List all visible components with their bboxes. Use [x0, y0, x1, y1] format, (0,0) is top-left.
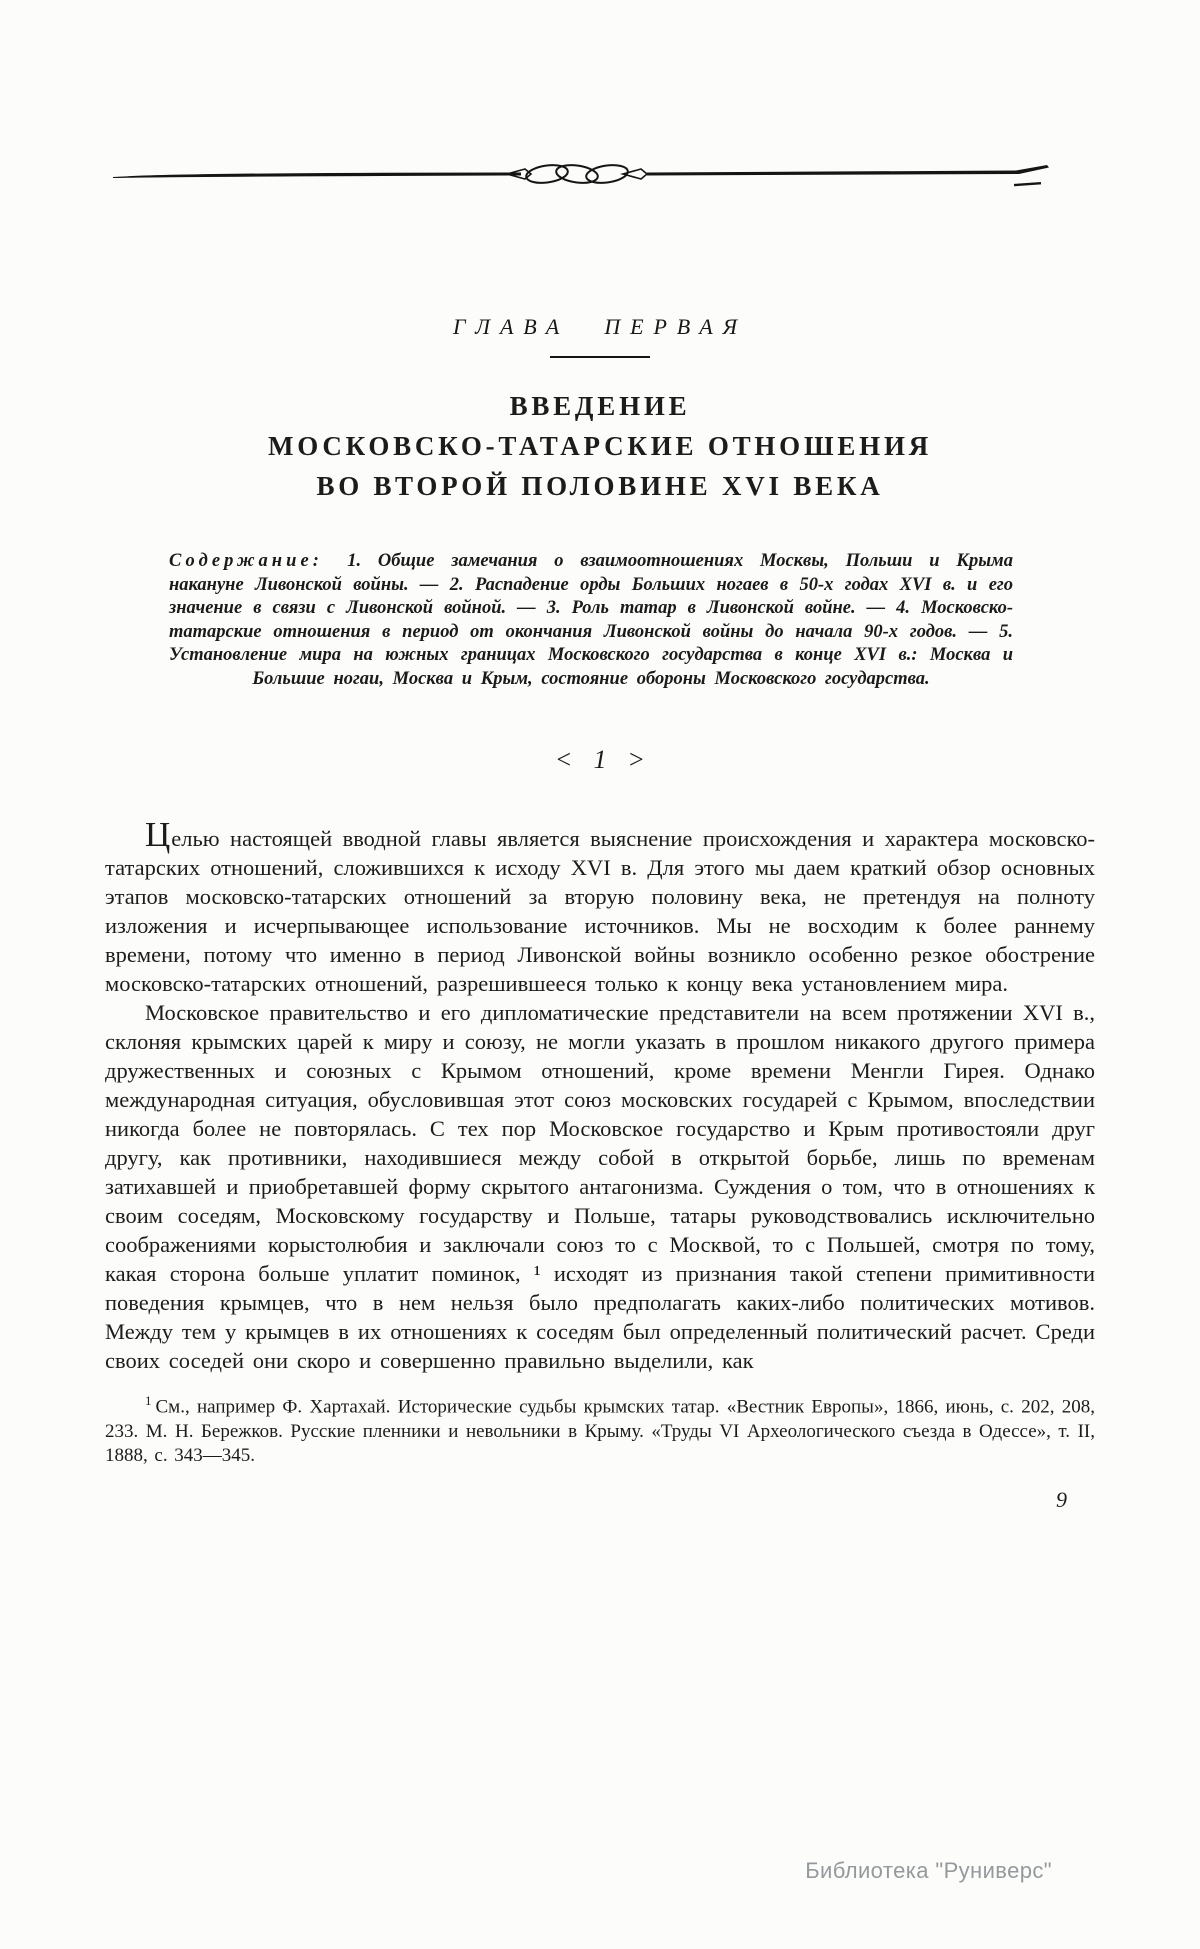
- initial-capital: Ц: [145, 815, 172, 854]
- chapter-title: [105, 386, 1095, 506]
- footnote-text: См., например Ф. Хартахай. Исторические судьбы крымских татар. «Вестник Европы», 1866, июнь, с. 202, 208, 233. М. Н. Бережков. Русские пленники и невольники в Крыму. «Труды VI Археологического съезда в Одессе», т. II, 1888, с. 343—345.: [105, 1396, 1095, 1467]
- header-ornament-rule: [111, 158, 1059, 190]
- chapter-divider-rule: [550, 356, 650, 358]
- right-angle-bracket: >: [629, 745, 644, 774]
- title-line-1: ВВЕДЕНИЕ: [509, 391, 691, 421]
- paragraph-1-text: елью настоящей вводной главы является выяснение происхождения и характера московско-татарских отношений, сложившихся к исходу XVI в. Для этого мы даем краткий обзор основных этапов московско-татарских отношений за вторую половину века, не претендуя на полноту изложения и исчерпывающее использование источников. Мы не восходим к более раннему времени, потому что именно в период Ливонской войны возникло особенно резкое обострение московско-татарских отношений, разрешившееся только к концу века установлением мира.: [105, 826, 1095, 996]
- paragraph-2: Московское правительство и его дипломатические представители на всем протяжении XVI в., склоняя крымских царей к миру и союзу, не могли указать в прошлом никакого другого примера дружественных и союзных с Крымом отношений, кроме времени Менгли Гирея. Однако международная ситуация, обусловившая этот союз московских государей с Крымом, впоследствии никогда более не повторялась. С тех пор Московское государство и Крым противостояли друг другу, как противники, находившиеся между собой в открытой борьбе, лишь по временам затихавшей и приобретавшей форму скрытого антагонизма. Суждения о том, что в отношениях к своим соседям, Московскому государству и Польше, татары руководствовались исключительно соображениями корыстолюбия и заключали союз то с Москвой, то с Польшей, смотря по тому, какая сторона больше уплатит поминок, ¹ исходят из признания такой степени примитивности поведения крымцев, что в нем нельзя было предполагать каких-либо политических мотивов. Между тем у крымцев в их отношениях к соседям был определенный политический расчет. Среди своих соседей они скоро и совершенно правильно выделили, как: [105, 1000, 1095, 1373]
- left-angle-bracket: <: [556, 745, 571, 774]
- contents-label: Содержание:: [169, 551, 323, 571]
- footnote: [105, 1389, 1095, 1469]
- footnote-marker: 1: [145, 1393, 152, 1408]
- paragraph-1: [105, 817, 1095, 998]
- page-number: 9: [1056, 1486, 1067, 1512]
- title-line-3: ВО ВТОРОЙ ПОЛОВИНЕ XVI ВЕКА: [316, 471, 884, 501]
- text-block: [105, 0, 1095, 1513]
- contents-text: 1. Общие замечания о взаимоотношениях Москвы, Польши и Крыма накануне Ливонской войны. — 2. Распадение орды Больших ногаев в 50-х годах XVI в. и его значение в связи с Ливонской войной. — 3. Роль татар в Ливонской войне. — 4. Московско-татарские отношения в период от окончания Ливонской войны до начала 90-х годов. — 5. Установление мира на южных границах Московского государства в конце XVI в.: Москва и Большие ногаи, Москва и Крым, состояние обороны Московского государства.: [169, 551, 1013, 689]
- title-line-2: МОСКОВСКО-ТАТАРСКИЕ ОТНОШЕНИЯ: [267, 431, 933, 461]
- ornament-svg: [111, 158, 1059, 190]
- section-number: 1: [593, 745, 607, 774]
- contents-summary: [169, 550, 1013, 691]
- library-watermark: Библиотека "Руниверс": [805, 1858, 1052, 1883]
- chapter-heading: ГЛАВА ПЕРВАЯ: [453, 314, 747, 339]
- section-number-marker: [105, 745, 1095, 775]
